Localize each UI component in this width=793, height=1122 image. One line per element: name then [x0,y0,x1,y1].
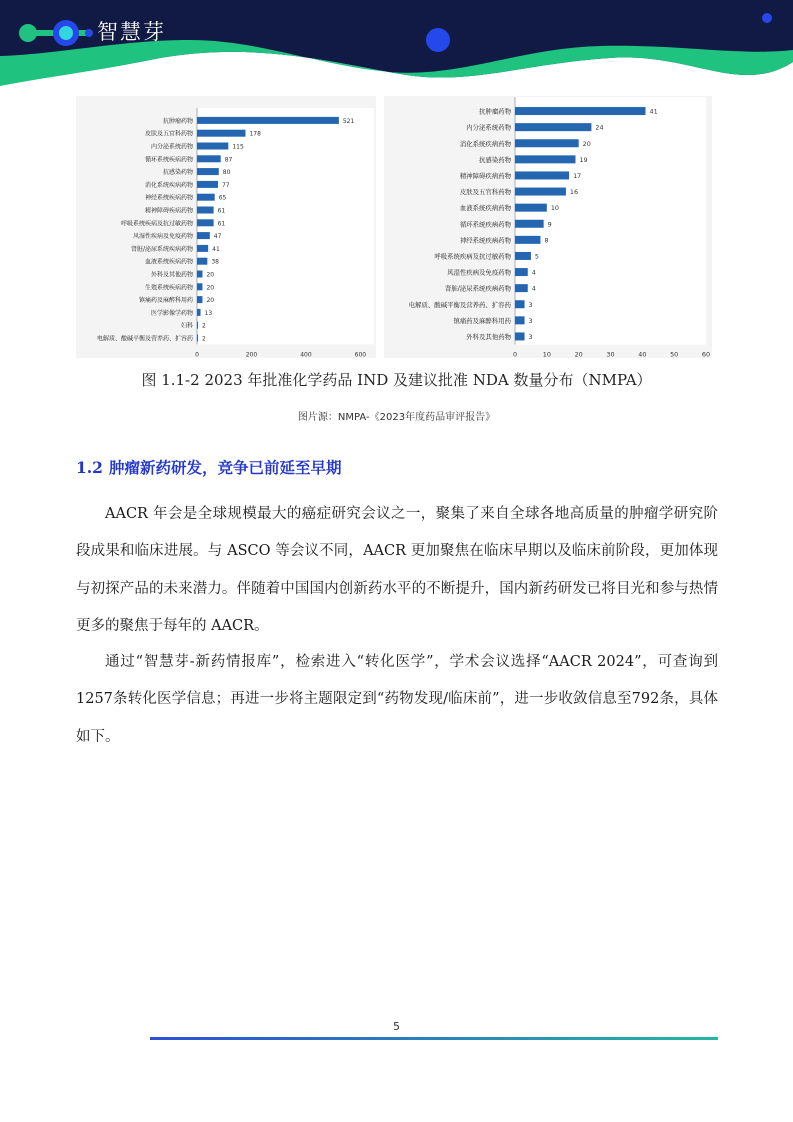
data-label: 5 [534,252,539,261]
tick-label: 400 [300,351,312,358]
bar [197,130,245,137]
tick-label: 10 [542,350,551,358]
data-label: 65 [218,194,227,202]
category-label: 消化系统疾病药物 [144,181,193,189]
plot-area [515,97,706,345]
category-label: 外科及其他药物 [150,271,193,279]
bar [515,252,531,260]
bar [197,258,207,265]
bar [197,283,202,290]
data-label: 9 [547,220,552,229]
bar [197,232,210,239]
tick-label: 0 [512,350,518,358]
category-label: 电解质、酸碱平衡及营养药、扩容药 [96,335,193,343]
category-label: 循环系统疾病药物 [459,220,511,229]
data-label: 77 [221,181,230,189]
category-label: 抗感染药物 [162,169,193,177]
bar [197,245,208,252]
category-label: 抗肿瘤药物 [162,117,193,125]
category-label: 神经系统疾病药物 [459,236,511,245]
category-label: 风湿性疾病及免疫药物 [132,233,193,241]
chart-ind [76,96,376,358]
header-banner [0,0,793,92]
bar [515,268,528,276]
category-label: 皮肤及五官科药物 [144,130,193,138]
data-label: 2 [202,322,206,330]
data-label: 13 [204,309,213,317]
tick-label: 50 [670,350,679,358]
bar [197,155,221,162]
category-label: 妇科 [180,322,193,330]
section-heading [76,456,341,478]
tick-label: 60 [701,350,711,358]
bar [515,139,579,147]
category-label: 循环系统疾病药物 [144,156,193,164]
category-label: 肾脏/泌尿系统疾病药物 [130,245,193,253]
data-label: 2 [202,335,206,343]
tick-label: 600 [354,351,367,358]
chart-ind-svg [76,96,376,358]
category-label: 外科及其他药物 [466,332,511,341]
data-label: 20 [582,139,591,148]
data-label: 4 [531,268,536,277]
bar [197,168,219,175]
data-label: 20 [206,297,215,305]
data-label: 38 [211,258,219,266]
bar [197,207,214,214]
bar [197,181,218,188]
body-paragraph: 通过“智慧芽-新药情报库”，检索进入“转化医学”，学术会议选择“AACR 2024”，可查询到1257条转化医学信息；再进一步将主题限定到“药物发现/临床前”，进一步收敛信息至792条，具体如下。 [76,654,718,745]
data-label: 16 [569,188,579,197]
figure-caption: 图 1.1-2 2023 年批准化学药品 IND 及建议批准 NDA 数量分布（NMPA） [141,371,652,389]
bar [515,300,525,308]
category-label: 消化系统疾病药物 [459,139,511,148]
brand-name: 智慧芽 [97,20,166,44]
category-label: 医学影像学药物 [150,309,193,317]
tick-label: 0 [195,351,199,358]
category-label: 内分泌系统药物 [466,123,511,132]
category-label: 神经系统疾病药物 [144,194,193,202]
bar [197,117,339,124]
bar [515,220,544,228]
data-label: 3 [528,332,533,341]
category-label: 镇痛药及麻醉科用药 [138,297,193,305]
bar [515,236,540,244]
data-label: 115 [232,143,244,151]
tick-label: 40 [638,350,647,358]
category-label: 肾脏/泌尿系统疾病药物 [444,284,511,293]
category-label: 电解质、酸碱平衡及营养药、扩容药 [408,300,511,309]
bar [515,107,646,115]
bar [515,155,575,163]
chart-nda-svg [384,96,712,358]
data-label: 41 [649,107,658,116]
bar [197,143,228,150]
category-label: 生殖系统疾病药物 [144,284,193,292]
bar [515,188,566,196]
category-label: 精神障碍疾病药物 [144,207,193,215]
category-label: 血液系统疾病药物 [459,204,511,213]
footer-divider [150,1037,718,1040]
data-label: 61 [217,207,226,215]
bar [197,219,214,226]
bar [515,204,547,212]
bar [515,284,528,292]
section-title: 肿瘤新药研发，竞争已前延至早期 [108,459,342,477]
tick-label: 30 [606,350,615,358]
data-label: 178 [249,130,261,138]
figure-source: 图片源：NMPA-《2023年度药品审评报告》 [297,412,496,423]
category-label: 镇痛药及麻醉科用药 [453,316,511,325]
data-label: 20 [206,271,215,279]
data-label: 19 [579,155,588,164]
bar [515,332,525,340]
data-label: 20 [206,284,215,292]
bar [197,322,198,329]
data-label: 10 [550,204,559,213]
data-label: 3 [528,316,533,325]
tick-label: 200 [245,351,258,358]
data-label: 3 [528,300,533,309]
category-label: 内分泌系统药物 [150,143,193,151]
data-label: 87 [224,156,233,164]
bar [515,123,591,131]
category-label: 血液系统疾病药物 [144,258,193,266]
chart-nda [384,96,712,358]
bar [197,296,202,303]
data-label: 61 [217,220,226,228]
category-label: 皮肤及五官科药物 [459,188,511,197]
data-label: 47 [213,233,222,241]
data-label: 521 [342,117,355,125]
bar [197,271,202,278]
category-label: 抗肿瘤药物 [479,107,511,116]
category-label: 呼吸系统疾病及抗过敏药物 [434,252,511,261]
category-label: 抗感染药物 [479,155,511,164]
category-label: 呼吸系统疾病及抗过敏药物 [120,220,193,228]
category-label: 精神障碍疾病药物 [459,171,511,180]
page-number: 5 [393,1020,400,1033]
bar [197,309,201,316]
charts-figure [76,96,712,358]
bar [515,171,569,179]
body-paragraph: AACR 年会是全球规模最大的癌症研究会议之一，聚集了来自全球各地高质量的肿瘤学研究阶段成果和临床进展。与 ASCO 等会议不同，AACR 更加聚焦在临床早期以及临床前阶段，更加体现与初探产品的未来潜力。伴随着中国国内创新药水平的不断提升，国内新药研发已将目光和参与热情更多的聚焦于每年的 AACR。 [76,506,718,635]
data-label: 8 [544,236,549,245]
data-label: 80 [222,169,231,177]
bar [197,335,198,342]
banner-graphic [0,0,793,92]
bar [515,316,525,324]
data-label: 41 [212,245,220,253]
data-label: 4 [531,284,536,293]
blue-dot-icon [426,28,450,52]
tick-label: 20 [574,350,583,358]
data-label: 24 [595,123,604,132]
bar [197,194,215,201]
section-number: 1.2 [76,458,103,477]
category-label: 风湿性疾病及免疫药物 [447,268,511,277]
data-label: 17 [573,171,582,180]
small-blue-dot-icon [762,13,772,23]
